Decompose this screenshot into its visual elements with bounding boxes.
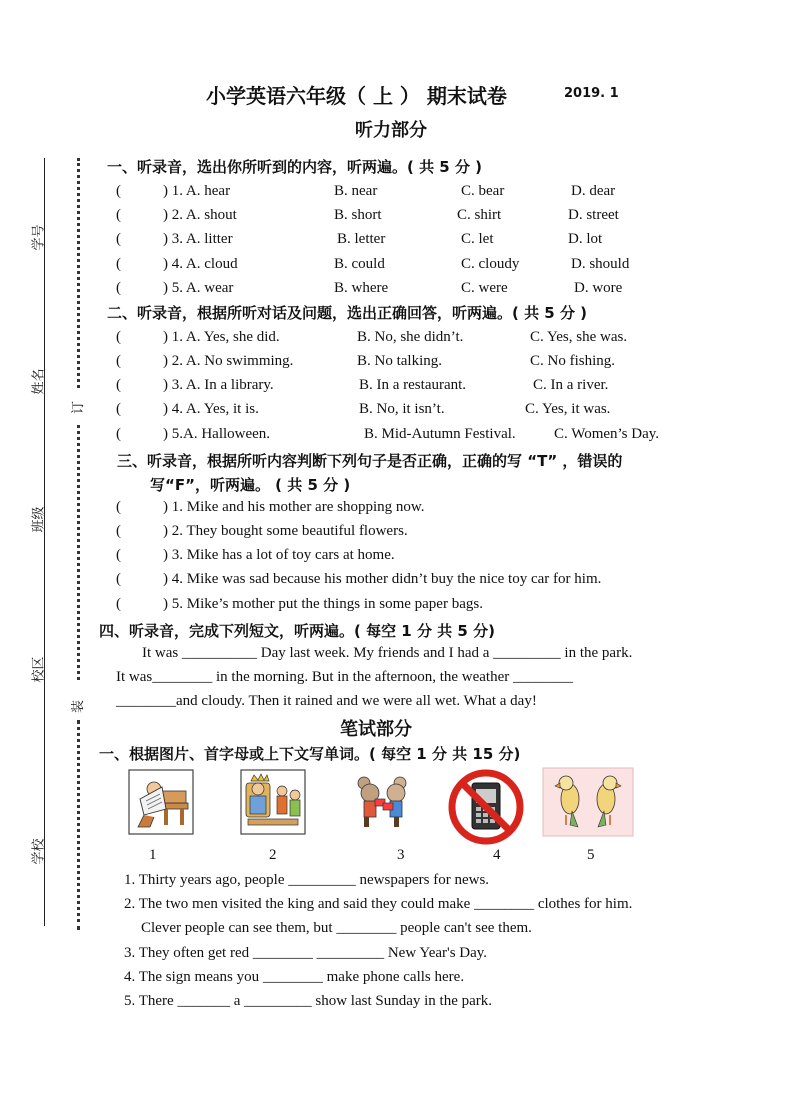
option-d: D. dear	[571, 183, 616, 199]
option-c: C. Yes, she was.	[530, 329, 628, 345]
binding-mark-zhuang: 装	[71, 699, 87, 714]
answer-paren[interactable]: (	[116, 183, 121, 199]
name-label: 姓名	[31, 368, 47, 395]
option-c: C. No fishing.	[530, 353, 616, 369]
answer-paren[interactable]: (	[116, 426, 121, 442]
campus-label: 校区	[31, 656, 47, 683]
class-label: 班级	[31, 506, 47, 533]
option-a: ) 2. A. No swimming.	[163, 353, 294, 369]
passage-line: It was________ in the morning. But in the afternoon, the weather ________	[116, 669, 573, 685]
two-parrots-icon	[542, 767, 634, 837]
listening-part3-heading: 三、听录音，根据所听内容判断下列句子是否正确，正确的写 “T” ，错误的	[117, 452, 623, 470]
option-a: ) 5.A. Halloween.	[163, 426, 271, 442]
statement-text: ) 5. Mike’s mother put the things in some paper bags.	[163, 596, 483, 612]
fill-in-sentence: 1. Thirty years ago, people _________ newspapers for news.	[124, 872, 490, 888]
option-a: ) 4. A. Yes, it is.	[163, 401, 259, 417]
picture-number: 1	[149, 847, 157, 863]
binding-mark-ding: 订	[71, 400, 87, 415]
option-d: D. wore	[574, 280, 623, 296]
binding-line-left	[44, 158, 45, 926]
option-b: B. where	[334, 280, 389, 296]
option-b: B. could	[334, 256, 385, 272]
statement-text: ) 4. Mike was sad because his mother didn’t buy the nice toy car for him.	[163, 571, 602, 587]
option-c: C. let	[461, 231, 494, 247]
answer-paren[interactable]: (	[116, 596, 121, 612]
listening-part2-heading: 二、听录音，根据所听对话及问题，选出正确回答，听两遍。( 共 5 分 )	[107, 304, 588, 322]
answer-paren[interactable]: (	[116, 207, 121, 223]
answer-paren[interactable]: (	[116, 547, 121, 563]
option-b: B. No, it isn’t.	[359, 401, 445, 417]
page-title: 小学英语六年级（ 上 ） 期末试卷	[206, 84, 507, 108]
option-c: C. Women’s Day.	[554, 426, 660, 442]
option-a: ) 5. A. wear	[163, 280, 234, 296]
statement-text: ) 1. Mike and his mother are shopping now.	[163, 499, 425, 515]
fill-in-sentence: 3. They often get red ________ _________ New Year's Day.	[124, 945, 488, 961]
picture-number: 3	[397, 847, 405, 863]
option-d: D. should	[571, 256, 630, 272]
student-number-label: 学号	[31, 224, 47, 251]
option-a: ) 3. A. In a library.	[163, 377, 274, 393]
option-a: ) 3. A. litter	[163, 231, 233, 247]
option-b: B. No talking.	[357, 353, 442, 369]
option-a: ) 4. A. cloud	[163, 256, 238, 272]
listening-part3-heading-cont: 写“F”，听两遍。 ( 共 5 分 )	[150, 476, 351, 494]
option-d: D. lot	[568, 231, 603, 247]
option-d: D. street	[568, 207, 619, 223]
option-c: C. were	[461, 280, 508, 296]
answer-paren[interactable]: (	[116, 231, 121, 247]
answer-paren[interactable]: (	[116, 571, 121, 587]
binding-dots-lower	[77, 720, 80, 930]
picture-number: 5	[587, 847, 595, 863]
exam-date: 2019. 1	[564, 86, 619, 101]
option-c: C. bear	[461, 183, 505, 199]
picture-number: 2	[269, 847, 277, 863]
option-b: B. short	[334, 207, 382, 223]
listening-part1-heading: 一、听录音，选出你所听到的内容，听两遍。( 共 5 分 )	[107, 158, 483, 176]
king-and-tailors-icon	[240, 769, 306, 835]
answer-paren[interactable]: (	[116, 523, 121, 539]
statement-text: ) 3. Mike has a lot of toy cars at home.	[163, 547, 395, 563]
binding-dots-upper	[77, 158, 80, 388]
answer-paren[interactable]: (	[116, 377, 121, 393]
listening-part4-heading: 四、听录音，完成下列短文，听两遍。( 每空 1 分 共 5 分)	[99, 622, 495, 640]
fill-in-sentence: 2. The two men visited the king and said they could make ________ clothes for him.	[124, 896, 633, 912]
writing-heading: 笔试部分	[340, 719, 412, 740]
option-c: C. In a river.	[533, 377, 609, 393]
passage-line: ________and cloudy. Then it rained and we were all wet. What a day!	[116, 693, 537, 709]
option-a: ) 2. A. shout	[163, 207, 237, 223]
answer-paren[interactable]: (	[116, 280, 121, 296]
answer-paren[interactable]: (	[116, 499, 121, 515]
passage-line: It was __________ Day last week. My friends and I had a _________ in the park.	[142, 645, 633, 661]
answer-paren[interactable]: (	[116, 401, 121, 417]
option-b: B. Mid-Autumn Festival.	[364, 426, 516, 442]
picture-number: 4	[493, 847, 501, 863]
listening-heading: 听力部分	[355, 120, 427, 141]
option-b: B. near	[334, 183, 378, 199]
option-c: C. cloudy	[461, 256, 520, 272]
option-b: B. No, she didn’t.	[357, 329, 464, 345]
no-phone-sign-icon	[446, 767, 526, 847]
option-c: C. Yes, it was.	[525, 401, 611, 417]
option-a: ) 1. A. Yes, she did.	[163, 329, 280, 345]
mice-exchanging-envelopes-icon	[350, 769, 416, 835]
answer-paren[interactable]: (	[116, 353, 121, 369]
binding-dots-middle	[77, 425, 80, 680]
option-a: ) 1. A. hear	[163, 183, 231, 199]
option-b: B. In a restaurant.	[359, 377, 467, 393]
statement-text: ) 2. They bought some beautiful flowers.	[163, 523, 408, 539]
answer-paren[interactable]: (	[116, 256, 121, 272]
school-label: 学校	[31, 838, 47, 865]
writing-part1-heading: 一、根据图片、首字母或上下文写单词。( 每空 1 分 共 15 分)	[99, 745, 521, 763]
option-b: B. letter	[337, 231, 386, 247]
fill-in-sentence: Clever people can see them, but ________ people can't see them.	[141, 920, 532, 936]
answer-paren[interactable]: (	[116, 329, 121, 345]
fill-in-sentence: 5. There _______ a _________ show last Sunday in the park.	[124, 993, 493, 1009]
man-reading-newspaper-icon	[128, 769, 194, 835]
option-c: C. shirt	[457, 207, 502, 223]
fill-in-sentence: 4. The sign means you ________ make phone calls here.	[124, 969, 465, 985]
